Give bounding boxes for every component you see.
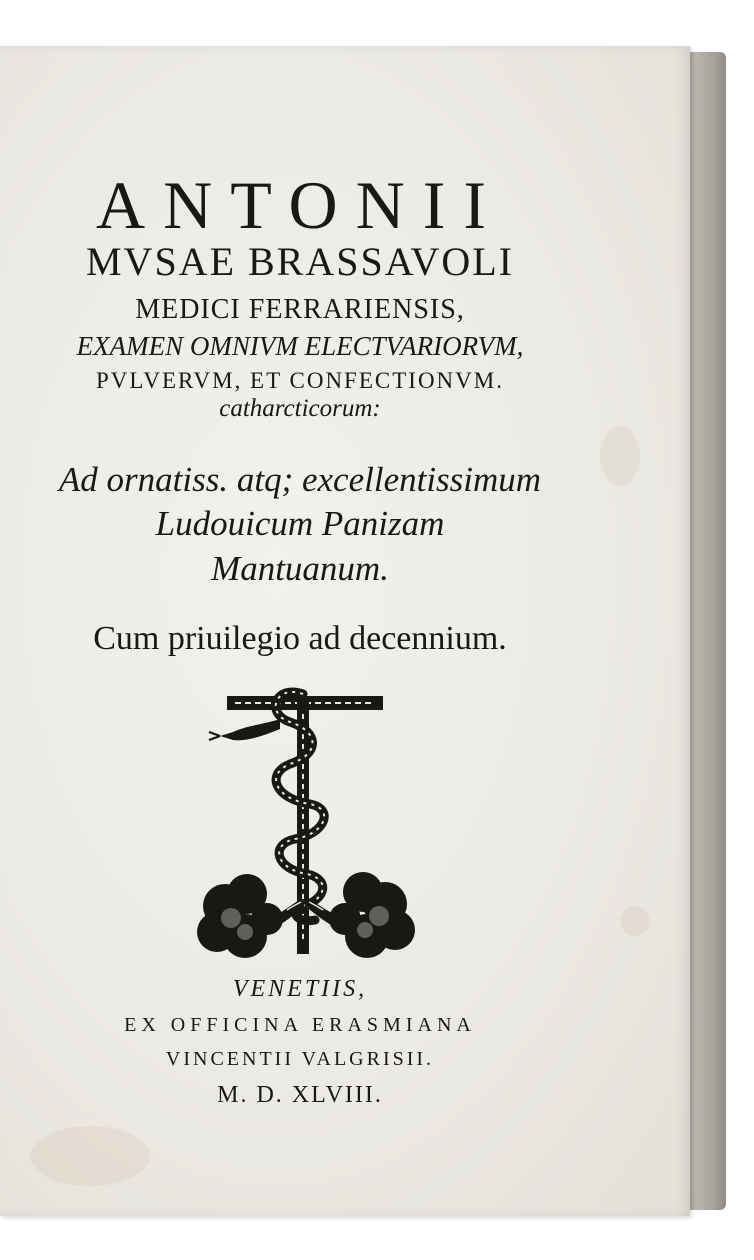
author-surname: MVSAE BRASSAVOLI: [85, 239, 514, 284]
imprint-place: VENETIIS,: [232, 976, 368, 1002]
serpent-head: [220, 719, 280, 740]
foxing-stain: [30, 1126, 150, 1186]
title-page: [0, 46, 690, 1216]
author-description: MEDICI FERRARIENSIS,: [135, 294, 465, 325]
left-cloud: [197, 874, 283, 958]
printer-device-icon: [195, 674, 425, 964]
dedication-line-3: Mantuanum.: [211, 549, 389, 588]
privilege-statement: Cum priuilegio ad decennium.: [93, 620, 507, 657]
author-first-name: ANTONII: [95, 167, 505, 243]
dedication-line-1: Ad ornatiss. atq; excellentissimum: [58, 460, 542, 499]
right-cloud: [329, 872, 415, 958]
foxing-stain: [600, 426, 640, 486]
foxing-stain: [620, 906, 650, 936]
title-line-2: PVLVERVM, ET CONFECTIONVM.: [96, 368, 504, 393]
dedication-line-2: Ludouicum Panizam: [155, 504, 445, 543]
title-line-3: catharcticorum:: [219, 395, 381, 422]
imprint-date: M. D. XLVIII.: [217, 1082, 383, 1108]
imprint-printer: VINCENTII VALGRISII.: [165, 1048, 435, 1070]
title-line-1: EXAMEN OMNIVM ELECTVARIORVM,: [76, 331, 524, 361]
imprint-press: EX OFFICINA ERASMIANA: [124, 1014, 476, 1036]
